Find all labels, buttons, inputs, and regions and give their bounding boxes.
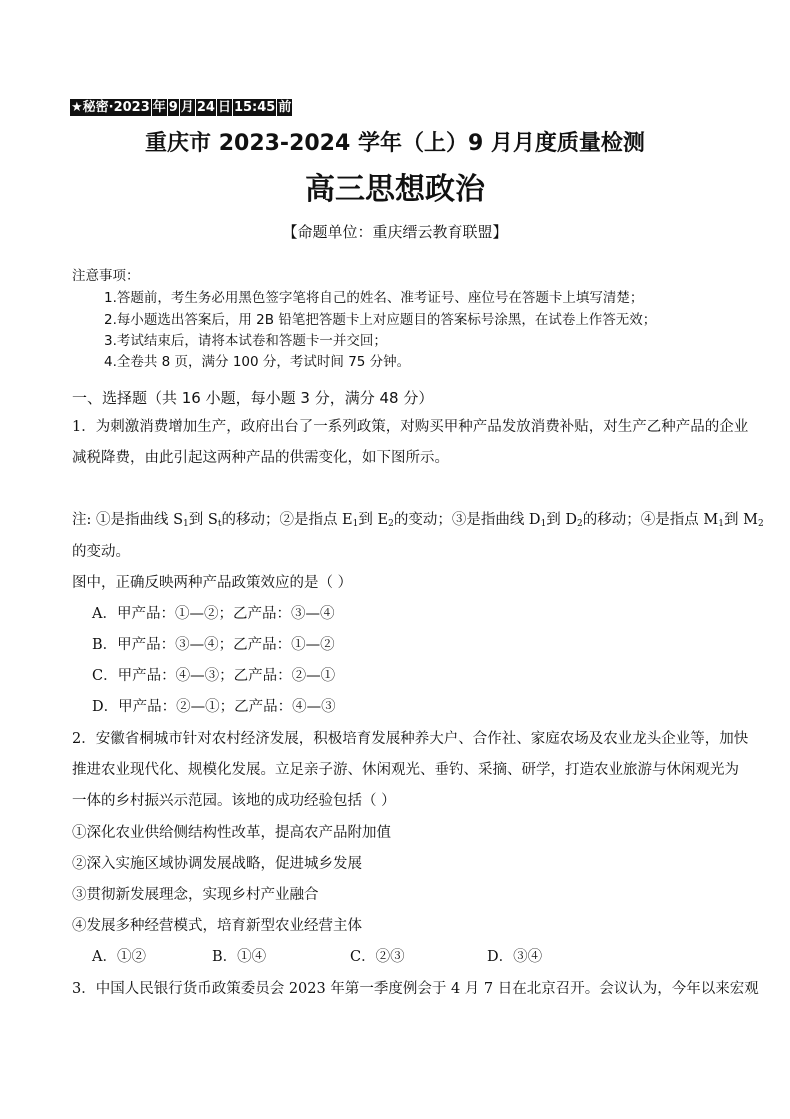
- q3-line: 3．中国人民银行货币政策委员会 2023 年第一季度例会于 4 月 7 日在北京召开。会议认为，今年以来宏观: [72, 981, 759, 997]
- q2-option-a: A．①②: [92, 949, 146, 965]
- q1-option-c: C．甲产品：④—③；乙产品：②—①: [92, 668, 336, 684]
- q2-statement: ①深化农业供给侧结构性改革，提高农产品附加值: [72, 825, 391, 841]
- q2-statement: ②深入实施区域协调发展战略，促进城乡发展: [72, 856, 362, 872]
- confidential-label: ★秘密·2023 年 9 月 24 日 15:45 前: [71, 100, 292, 115]
- q1-option-d: D．甲产品：②—①；乙产品：④—③: [92, 699, 336, 715]
- note-item: 2.每小题选出答案后，用 2B 铅笔把答题卡上对应题目的答案标号涂黑，在试卷上作答无效；: [104, 312, 657, 328]
- note-item: 1.答题前，考生务必用黑色签字笔将自己的姓名、准考证号、座位号在答题卡上填写清楚；: [104, 290, 644, 306]
- q2-line: 一体的乡村振兴示范园。该地的成功经验包括（ ）: [72, 793, 396, 809]
- q1-line: 减税降费，由此引起这两种产品的供需变化，如下图所示。: [72, 450, 449, 466]
- q2-option-d: D．③④: [487, 949, 543, 965]
- q2-line: 推进农业现代化、规模化发展。立足亲子游、休闲观光、垂钓、采摘、研学，打造农业旅游与休闲观光为: [72, 762, 739, 778]
- q2-option-b: B．①④: [212, 949, 267, 965]
- q1-option-b: B．甲产品：③—④；乙产品：①—②: [92, 637, 335, 653]
- exam-title: 重庆市 2023-2024 学年（上）9 月月度质量检测: [145, 131, 645, 156]
- section-heading: 一、选择题（共 16 小题，每小题 3 分，满分 48 分）: [72, 389, 434, 407]
- q2-statement: ④发展多种经营模式，培育新型农业经营主体: [72, 918, 362, 934]
- q1-note-line2: 的变动。: [72, 544, 130, 560]
- note-item: 3.考试结束后，请将本试卷和答题卡一并交回；: [104, 333, 387, 349]
- q1-note: 注: ①是指曲线 $S_1$到 $S_t$的移动；②是指点 $E_1$到 $E_2$的变动；③是指曲线 $D_1$到 $D_2$的移动；④是指点 $M_1$到 $M_2$: [72, 512, 764, 529]
- notes-heading: 注意事项：: [72, 268, 140, 284]
- q2-statement: ③贯彻新发展理念，实现乡村产业融合: [72, 887, 319, 903]
- subject-title: 高三思想政治: [305, 172, 485, 207]
- q2-option-c: C．②③: [350, 949, 405, 965]
- note-item: 4.全卷共 8 页，满分 100 分，考试时间 75 分钟。: [104, 354, 411, 370]
- q2-line: 2．安徽省桐城市针对农村经济发展，积极培育发展种养大户、合作社、家庭农场及农业龙头企业等，加快: [72, 731, 749, 747]
- q1-stem: 图中，正确反映两种产品政策效应的是（ ）: [72, 575, 353, 591]
- q1-option-a: A．甲产品：①—②；乙产品：③—④: [92, 606, 335, 622]
- issuing-unit: 【命题单位：重庆缙云教育联盟】: [282, 223, 508, 241]
- q1-line: 1．为刺激消费增加生产，政府出台了一系列政策，对购买甲种产品发放消费补贴，对生产乙种产品的企业: [72, 419, 749, 435]
